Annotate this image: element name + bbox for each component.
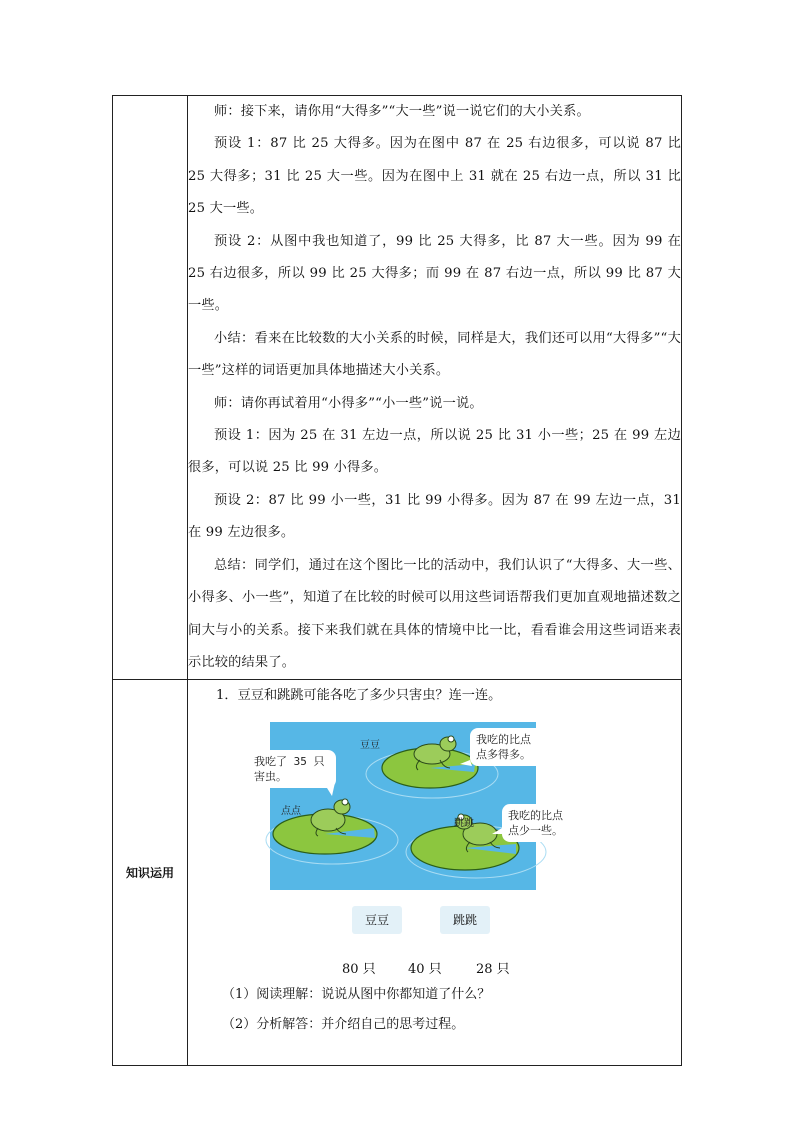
paragraph: 师：请你再试着用“小得多”“小一些”说一说。 bbox=[214, 395, 483, 411]
name-box-tiaotiao[interactable]: 跳跳 bbox=[440, 906, 490, 934]
paragraph: 总结：同学们，通过在这个图比一比的活动中，我们认识了“大得多、大一些、小得多、小一些”，知道了在比较的时候可以用这些词语帮我们更加直观地描述数之间大与小的关系。接下来我们就在具体的情境中比一比，看看谁会用这些词语来表示比较的结果了。 bbox=[188, 557, 681, 670]
question-line: （2）分析解答：并介绍自己的思考过程。 bbox=[222, 1017, 465, 1033]
count-options bbox=[188, 950, 681, 980]
table-row bbox=[113, 680, 682, 1066]
paragraph: 小结：看来在比较数的大小关系的时候，同样是大，我们还可以用“大得多”“大一些”这样的词语更加具体地描述大小关系。 bbox=[188, 330, 681, 379]
table-row bbox=[113, 96, 682, 680]
paragraph: 预设 2：从图中我也知道了，99 比 25 大得多，比 87 大一些。因为 99 在 25 右边很多，所以 99 比 25 大得多；而 99 在 87 右边一点，所以 99 比 87 大一些。 bbox=[188, 233, 681, 314]
row-label-empty bbox=[113, 96, 188, 680]
paragraph: 预设 2：87 比 99 小一些，31 比 99 小得多。因为 87 在 99 左边一点，31 在 99 左边很多。 bbox=[188, 492, 681, 541]
speech-bubble: 我吃了 35 只害虫。 bbox=[248, 750, 336, 788]
paragraph: 预设 1：因为 25 在 31 左边一点，所以说 25 比 31 小一些；25 在 99 左边很多，可以说 25 比 99 小得多。 bbox=[188, 428, 681, 476]
count-option[interactable]: 80 只 bbox=[342, 962, 376, 978]
count-option[interactable]: 28 只 bbox=[476, 962, 510, 978]
frog-scene-illustration bbox=[254, 722, 563, 890]
row-label-knowledge-application: 知识运用 bbox=[113, 680, 188, 1066]
teaching-dialogue-cell bbox=[188, 96, 682, 680]
exercise-cell bbox=[188, 680, 682, 1066]
speech-bubble: 我吃的比点点多得多。 bbox=[470, 728, 546, 766]
name-box-doudou[interactable]: 豆豆 bbox=[352, 906, 402, 934]
paragraph: 师：接下来，请你用“大得多”“大一些”说一说它们的大小关系。 bbox=[214, 104, 590, 119]
frog-name-tag: 豆豆 bbox=[360, 740, 380, 752]
problem-statement: 1．豆豆和跳跳可能各吃了多少只害虫？连一连。 bbox=[216, 688, 502, 704]
frog-name-tag: 跳跳 bbox=[454, 818, 474, 830]
frog-name-options bbox=[188, 890, 681, 950]
frog-name-tag: 点点 bbox=[281, 806, 301, 818]
question-line: （1）阅读理解：说说从图中你都知道了什么？ bbox=[222, 987, 491, 1003]
count-option[interactable]: 40 只 bbox=[408, 962, 442, 978]
speech-bubble: 我吃的比点点少一些。 bbox=[502, 804, 576, 842]
lesson-table bbox=[112, 95, 682, 1066]
paragraph: 预设 1：87 比 25 大得多。因为在图中 87 在 25 右边很多，可以说 87 比 25 大得多；31 比 25 大一些。因为在图中上 31 就在 25 右边一点，所以 31 比 25 大一些。 bbox=[188, 136, 681, 217]
